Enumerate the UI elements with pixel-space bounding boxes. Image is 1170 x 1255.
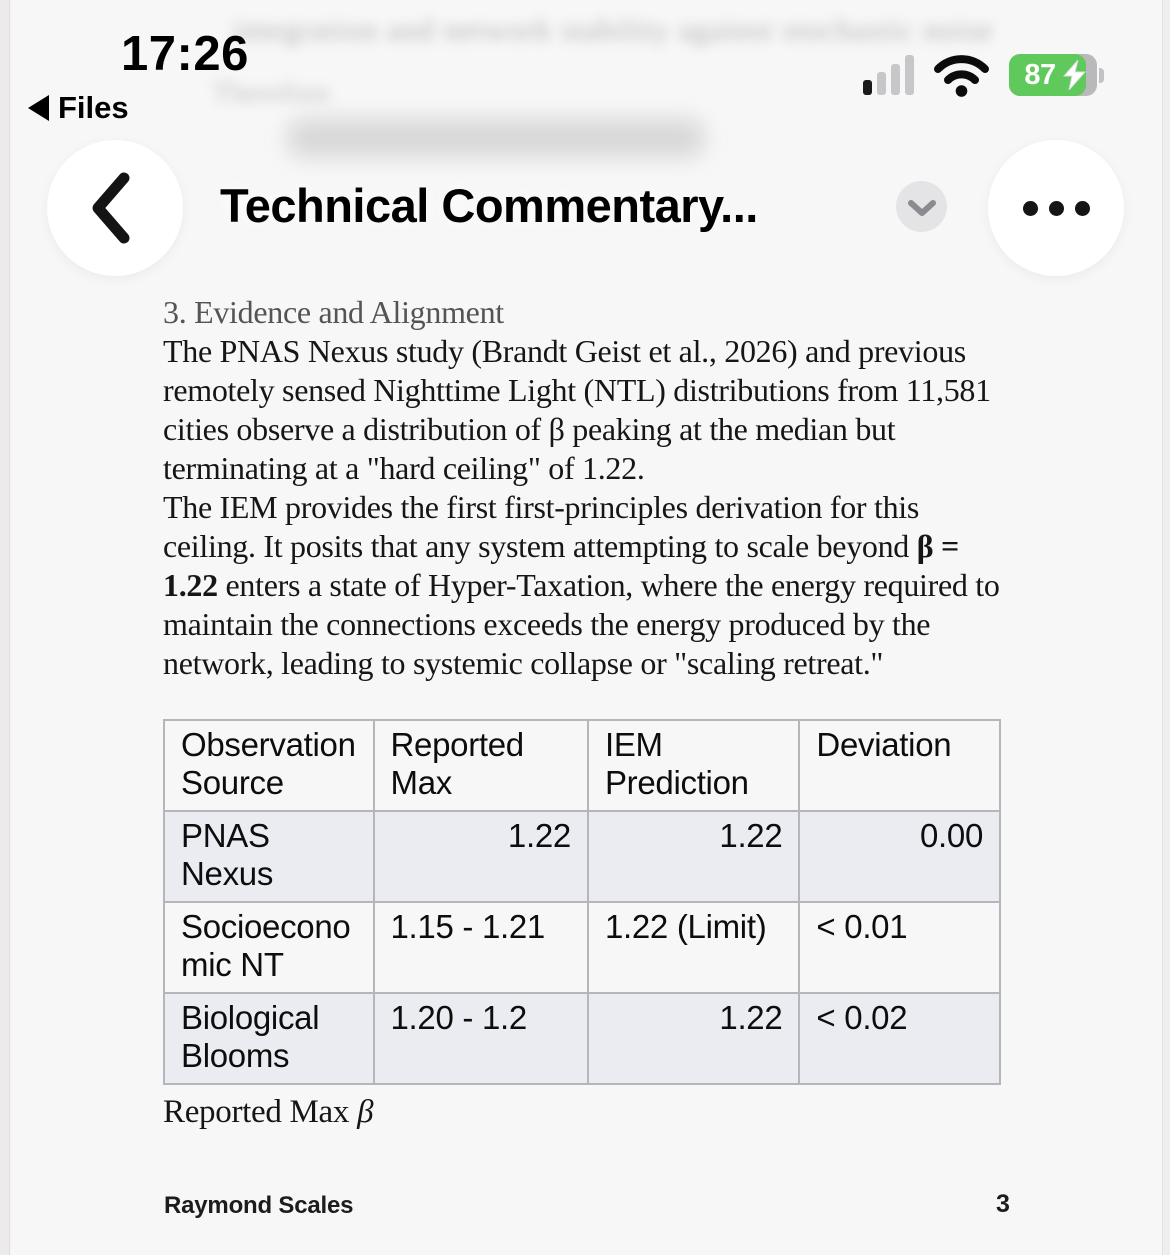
table-row [164,811,1000,902]
footer-page-number: 3 [996,1190,1010,1218]
blurred-background-text: integration and network stability against stochastic noise [233,12,994,47]
paragraph-2 [163,488,1001,683]
table-cell: 0.00 [799,811,1000,902]
paragraph-2-text-cont: enters a state of Hyper-Taxation, where the energy required to maintain the connections exceeds the energy produced by the network, leading to systemic collapse or "scaling retreat." [163,567,1000,681]
blurred-background-word: Therefore [212,76,331,109]
ellipsis-icon [1023,201,1090,216]
battery-nub [1099,68,1104,83]
status-icons [863,52,1104,98]
charging-bolt-icon [1062,60,1088,95]
paragraph-1: The PNAS Nexus study (Brandt Geist et al., 2026) and previous remotely sensed Nighttime Light (NTL) distributions from 11,581 cities observe a distribution of β peaking at the median but terminating at a "hard ceiling" of 1.22. [163,333,991,486]
caption-beta-symbol: β [357,1094,374,1130]
table-cell: < 0.02 [799,993,1000,1084]
back-to-files-link[interactable] [28,90,129,126]
page-left-edge [0,0,10,1255]
table-cell: Biological Blooms [164,993,374,1084]
document-scroll-area[interactable] [163,293,1001,1132]
table-row [164,902,1000,993]
table-header-cell: IEM Prediction [588,720,799,811]
cellular-signal-icon [863,55,914,95]
table-cell: 1.22 (Limit) [588,902,799,993]
chevron-left-icon [90,172,132,244]
page-right-edge [1162,0,1170,1255]
document-title[interactable]: Technical Commentary... [220,179,758,232]
footer-author: Raymond Scales [164,1192,354,1219]
table-cell: PNAS Nexus [164,811,374,902]
data-table [163,719,1001,1085]
table-cell: 1.22 [374,811,588,902]
table-header-cell: Deviation [799,720,1000,811]
table-cell: < 0.01 [799,902,1000,993]
table-cell: Socioeconomic NT [164,902,374,993]
battery-percent: 87 [1024,58,1056,91]
table-cell: 1.15 - 1.21 [374,902,588,993]
table-row [164,993,1000,1084]
blurred-background-smudge [286,118,706,158]
table-cell: 1.22 [588,993,799,1084]
table-caption [163,1093,1001,1132]
table-header-row [164,720,1000,811]
table-header-cell: Observation Source [164,720,374,811]
battery-icon [1009,54,1097,96]
paragraph-2-text: The IEM provides the first first-principles derivation for this ceiling. It posits that any system attempting to scale beyond [163,489,920,564]
chevron-down-icon [908,200,936,218]
table-body [164,811,1000,1084]
table-cell: 1.20 - 1.2 [374,993,588,1084]
caption-text: Reported Max [163,1094,358,1130]
status-time: 17:26 [121,27,249,81]
back-button[interactable] [47,140,183,276]
table-cell: 1.22 [588,811,799,902]
back-app-label: Files [58,90,129,125]
back-triangle-icon [28,95,49,121]
more-options-button[interactable] [988,140,1124,276]
section-heading: 3. Evidence and Alignment [163,294,504,330]
wifi-icon [933,53,990,97]
paragraph-2-bold-value: β = 1.22 [163,528,959,603]
title-menu-button[interactable] [896,181,947,232]
table-header-cell: Reported Max [374,720,588,811]
